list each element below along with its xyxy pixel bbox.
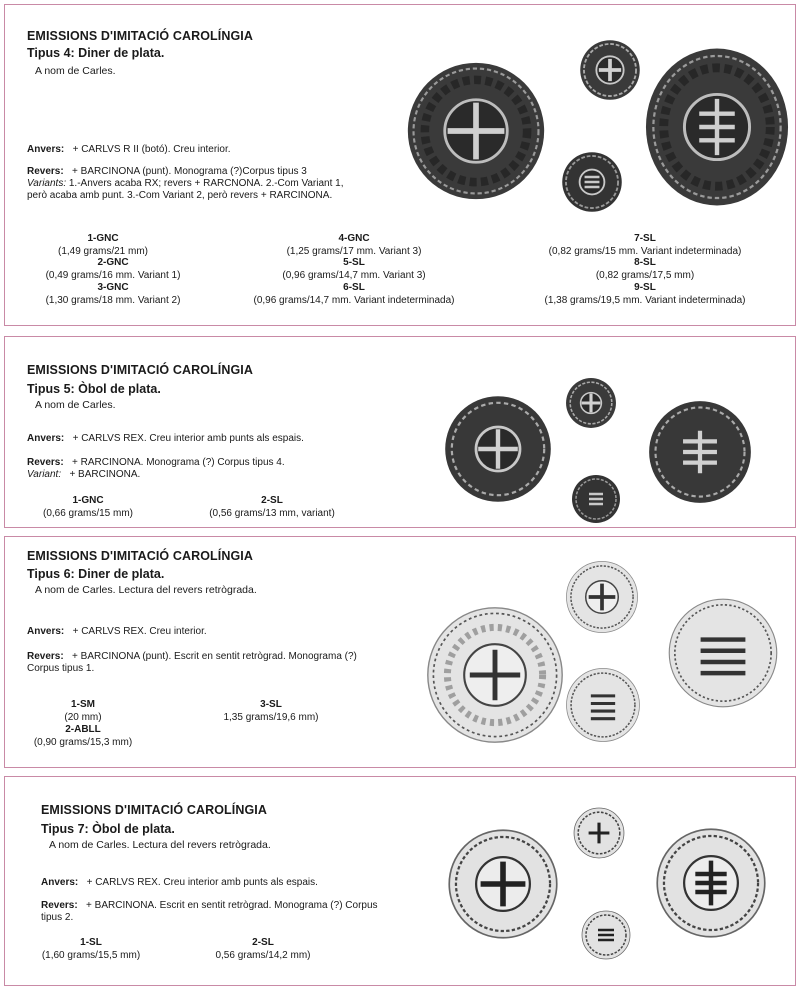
panel-tipus-4 [4,4,796,326]
reverse-text-1: + BARCINONA. Escrit en sentit retrògrad. Monograma (?) Corpus [86,900,378,911]
coin-photo-small [573,805,625,861]
reverse-text-2: Corpus tipus 1. [27,663,95,674]
type-title: Tipus 6: Diner de plata. [27,567,165,581]
catalog-entry [259,233,449,258]
catalog-entry [203,937,323,962]
obverse-text: + CARLVS R II (botó). Creu interior. [72,144,231,155]
catalog-entry [23,495,153,520]
reverse-text: + RARCINONA. Monograma (?) Corpus tipus 4. [72,457,285,468]
variants-line [27,178,344,190]
reverse-text-2: tipus 2. [41,912,74,923]
reverse-line [27,651,357,663]
catalog-detail: (0,49 grams/16 mm. Variant 1) [45,269,181,281]
catalog-entry [525,233,765,258]
reverse-label: Revers: [41,900,78,911]
catalog-detail: (0,96 grams/14,7 mm. Variant 3) [282,269,426,281]
obverse-label: Anvers: [27,144,65,155]
type-title: Tipus 5: Òbol de plata. [27,382,161,396]
obverse-line [27,433,304,445]
coin-photo-obverse [405,60,547,202]
type-note: A nom de Carles. Lectura del revers retrògrada. [49,839,271,851]
coin-photo-reverse [643,45,791,209]
type-note: A nom de Carles. [35,65,116,77]
catalog-id: 6-SL [343,282,365,293]
obverse-text: + CARLVS REX. Creu interior amb punts als espais. [72,433,304,444]
reverse-line [27,166,307,178]
coin-photo-reverse [655,823,767,943]
type-note: A nom de Carles. Lectura del revers retrògrada. [35,584,257,596]
catalog-id: 1-SL [80,937,102,948]
catalog-id: 2-ABLL [65,724,101,735]
variant-line [27,469,140,481]
obverse-line [27,144,231,156]
obverse-label: Anvers: [41,877,79,888]
reverse-label: Revers: [27,457,64,468]
coin-photo-small [565,559,639,635]
variant-label: Variant: [27,469,62,480]
variants-text-1: 1.-Anvers acaba RX; revers + RARCNONA. 2.-Com Variant 1, [68,178,344,189]
variant-text: + BARCINONA. [69,469,141,480]
coin-photo-obverse [443,393,553,505]
coin-photo-small-reverse [571,471,621,527]
catalog-id: 2-SL [252,937,274,948]
catalog-entry [43,233,163,258]
obverse-label: Anvers: [27,626,65,637]
catalog-entry [201,699,341,724]
catalog-entry [23,724,143,749]
catalog-id: 3-GNC [97,282,129,293]
panel-tipus-6 [4,536,796,768]
reverse-line [41,900,378,912]
catalog-id: 2-SL [261,495,283,506]
panel-heading: EMISSIONS D'IMITACIÓ CAROLÍNGIA [27,549,253,563]
obverse-text: + CARLVS REX. Creu interior. [72,626,207,637]
catalog-entry [23,282,203,307]
catalog-id: 4-GNC [338,233,370,244]
catalog-entry [23,257,203,282]
catalog-id: 3-SL [260,699,282,710]
catalog-detail: (20 mm) [64,711,102,723]
catalog-detail: (0,96 grams/14,7 mm. Variant indeterminada) [253,294,455,306]
catalog-detail: (0,90 grams/15,3 mm) [33,736,133,748]
reverse-text: + BARCINONA (punt). Monograma (?)Corpus tipus 3 [72,166,307,177]
catalog-id: 8-SL [634,257,656,268]
catalog-id: 7-SL [634,233,656,244]
variants-label: Variants: [27,178,67,189]
catalog-detail: 1,35 grams/19,6 mm) [223,711,319,723]
catalog-detail: (0,82 grams/15 mm. Variant indeterminada) [548,245,742,257]
catalog-id: 1-GNC [87,233,119,244]
reverse-text-1: + BARCINONA (punt). Escrit en sentit retrògrad. Monograma (?) [72,651,357,662]
catalog-entry [229,282,479,307]
panel-tipus-5 [4,336,796,528]
catalog-entry [545,257,745,282]
catalog-id: 9-SL [634,282,656,293]
reverse-line [27,457,285,469]
obverse-text: + CARLVS REX. Creu interior amb punts als espais. [86,877,318,888]
catalog-entry [43,699,123,724]
coin-photo-small-reverse [561,149,623,215]
catalog-detail: 0,56 grams/14,2 mm) [215,949,311,961]
coin-photo-obverse [425,605,565,745]
type-title: Tipus 7: Òbol de plata. [41,822,175,836]
catalog-id: 5-SL [343,257,365,268]
obverse-line [27,626,207,638]
catalog-detail: (0,82 grams/17,5 mm) [595,269,695,281]
reverse-line-2 [27,663,94,675]
coin-photo-small [565,377,617,429]
coin-photo-small-reverse [581,909,631,961]
catalog-detail: (1,49 grams/21 mm) [57,245,149,257]
variants-line-2 [27,190,332,202]
obverse-line [41,877,318,889]
catalog-detail: (0,66 grams/15 mm) [42,507,134,519]
catalog-detail: (1,25 grams/17 mm. Variant 3) [286,245,422,257]
catalog-entry [515,282,775,307]
type-note: A nom de Carles. [35,399,116,411]
catalog-id: 2-GNC [97,257,129,268]
obverse-label: Anvers: [27,433,65,444]
coin-photo-reverse [667,595,779,711]
catalog-entry [187,495,357,520]
reverse-line-2 [41,912,73,924]
reverse-label: Revers: [27,166,64,177]
panel-heading: EMISSIONS D'IMITACIÓ CAROLÍNGIA [41,803,267,817]
catalog-detail: (1,38 grams/19,5 mm. Variant indeterminada) [544,294,746,306]
type-title: Tipus 4: Diner de plata. [27,46,165,60]
catalog-detail: (1,60 grams/15,5 mm) [41,949,141,961]
catalog-detail: (1,30 grams/18 mm. Variant 2) [45,294,181,306]
panel-tipus-7 [4,776,796,986]
reverse-label: Revers: [27,651,64,662]
catalog-id: 1-GNC [72,495,104,506]
catalog-id: 1-SM [71,699,95,710]
panel-heading: EMISSIONS D'IMITACIÓ CAROLÍNGIA [27,29,253,43]
catalog-entry [259,257,449,282]
coin-photo-small-reverse [565,663,641,747]
variants-text-2: però acaba amb punt. 3.-Com Variant 2, però revers + RARCINONA. [27,190,333,201]
coin-photo-obverse [447,827,559,941]
catalog-detail: (0,56 grams/13 mm, variant) [209,507,335,519]
coin-photo-small [579,39,641,101]
panel-heading: EMISSIONS D'IMITACIÓ CAROLÍNGIA [27,363,253,377]
catalog-entry [31,937,151,962]
coin-photo-reverse [643,399,757,505]
